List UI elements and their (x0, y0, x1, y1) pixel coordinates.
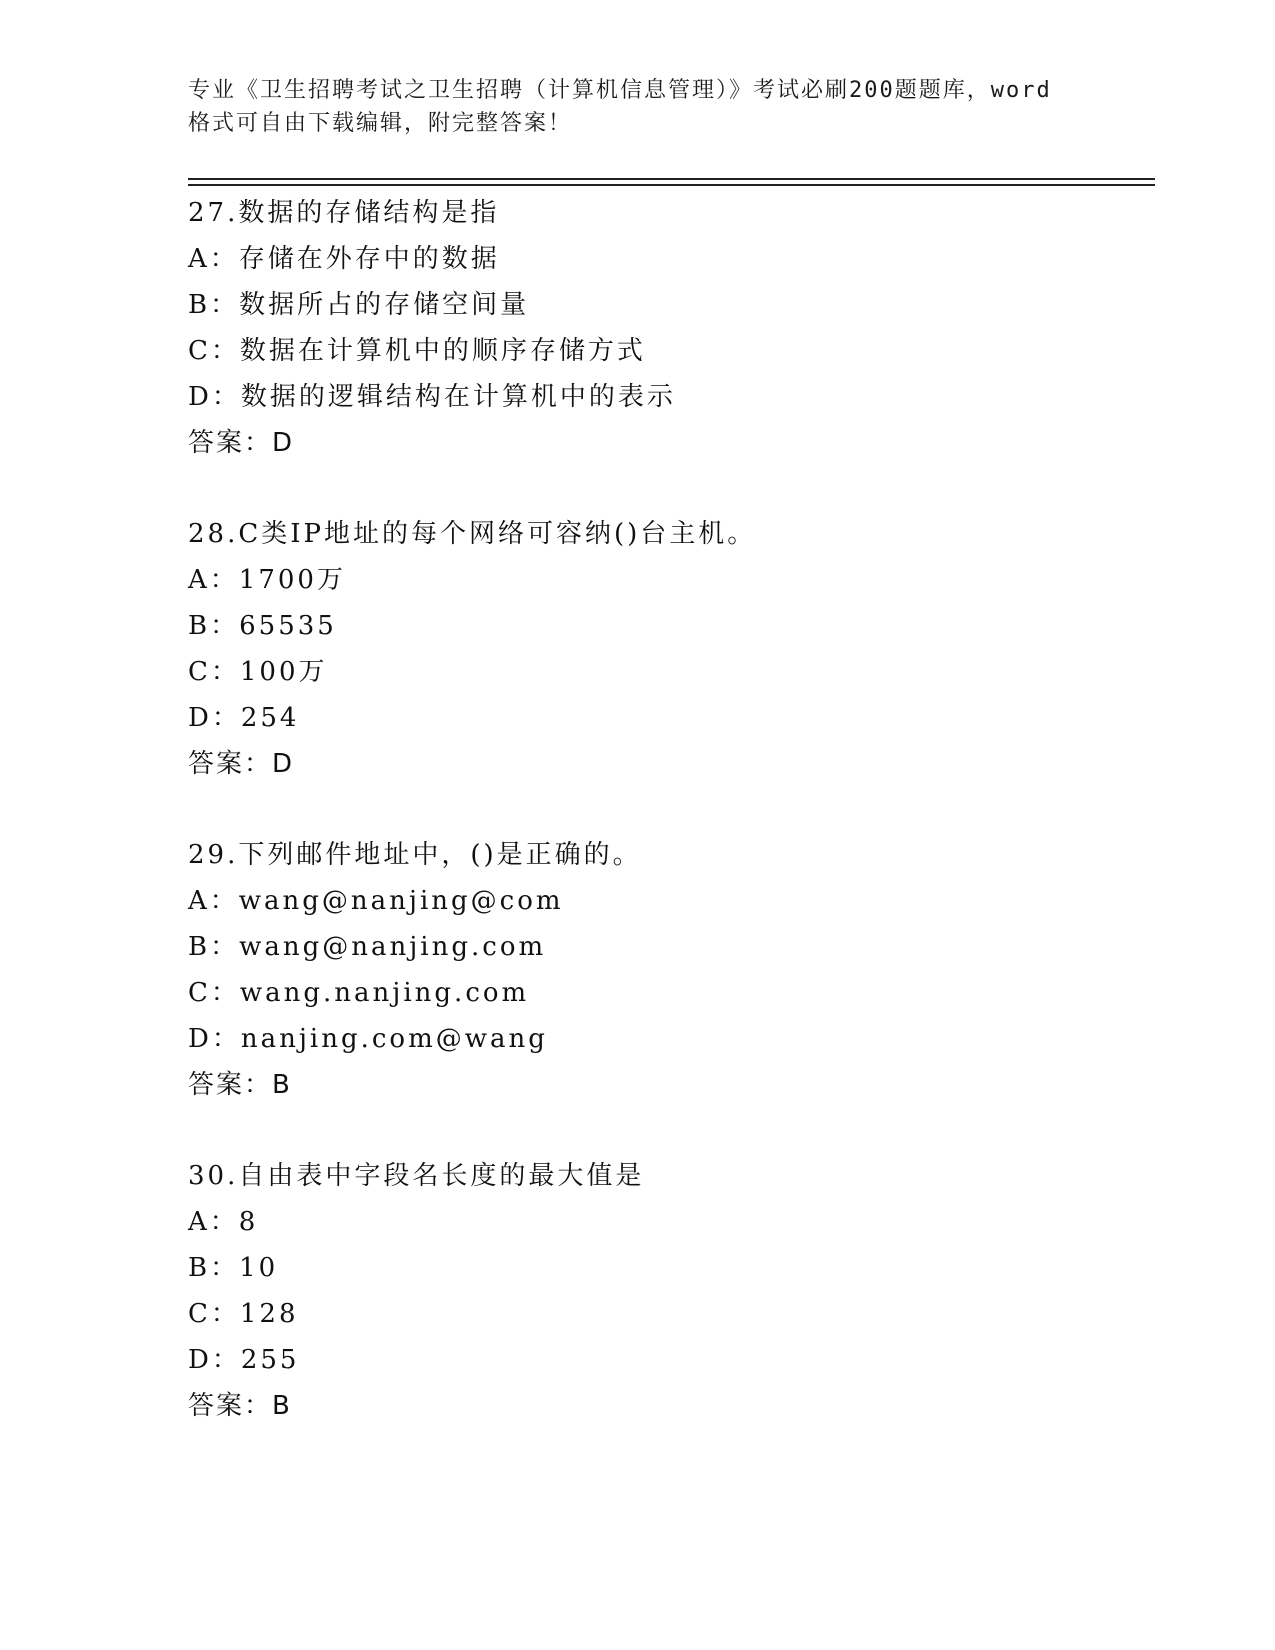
option-c: C：100万 (188, 657, 328, 687)
header-divider-bottom (188, 184, 1155, 186)
question-27 (188, 190, 1148, 466)
option-c: C：数据在计算机中的顺序存储方式 (188, 336, 646, 366)
answer-label: 答案：D (188, 428, 295, 458)
option-d: D：nanjing.com@wang (188, 1024, 548, 1054)
question-stem: 30.自由表中字段名长度的最大值是 (188, 1161, 645, 1191)
question-stem: 27.数据的存储结构是指 (188, 198, 500, 228)
header-divider-top (188, 178, 1155, 180)
answer-label: 答案：B (188, 1391, 292, 1421)
option-a: A：1700万 (188, 565, 346, 595)
header-line-2: 格式可自由下载编辑，附完整答案！ (188, 111, 573, 136)
answer-label: 答案：B (188, 1070, 292, 1100)
option-a: A：wang@nanjing@com (188, 886, 564, 916)
question-stem: 29.下列邮件地址中，()是正确的。 (188, 840, 642, 870)
option-b: B：10 (188, 1253, 279, 1283)
option-c: C：128 (188, 1299, 299, 1329)
question-stem: 28.C类IP地址的每个网络可容纳()台主机。 (188, 519, 757, 549)
question-28 (188, 511, 1148, 787)
option-c: C：wang.nanjing.com (188, 978, 530, 1008)
question-29 (188, 832, 1148, 1108)
option-b: B：数据所占的存储空间量 (188, 290, 530, 320)
option-d: D：254 (188, 703, 300, 733)
option-d: D：数据的逻辑结构在计算机中的表示 (188, 382, 676, 412)
option-b: B：65535 (188, 611, 337, 641)
answer-label: 答案：D (188, 749, 295, 779)
option-b: B：wang@nanjing.com (188, 932, 547, 962)
option-d: D：255 (188, 1345, 300, 1375)
document-header (188, 74, 1088, 140)
option-a: A：8 (188, 1207, 259, 1237)
header-line-1: 专业《卫生招聘考试之卫生招聘（计算机信息管理）》考试必刷200题题库，word (188, 78, 1052, 103)
question-30 (188, 1153, 1148, 1429)
option-a: A：存储在外存中的数据 (188, 244, 500, 274)
